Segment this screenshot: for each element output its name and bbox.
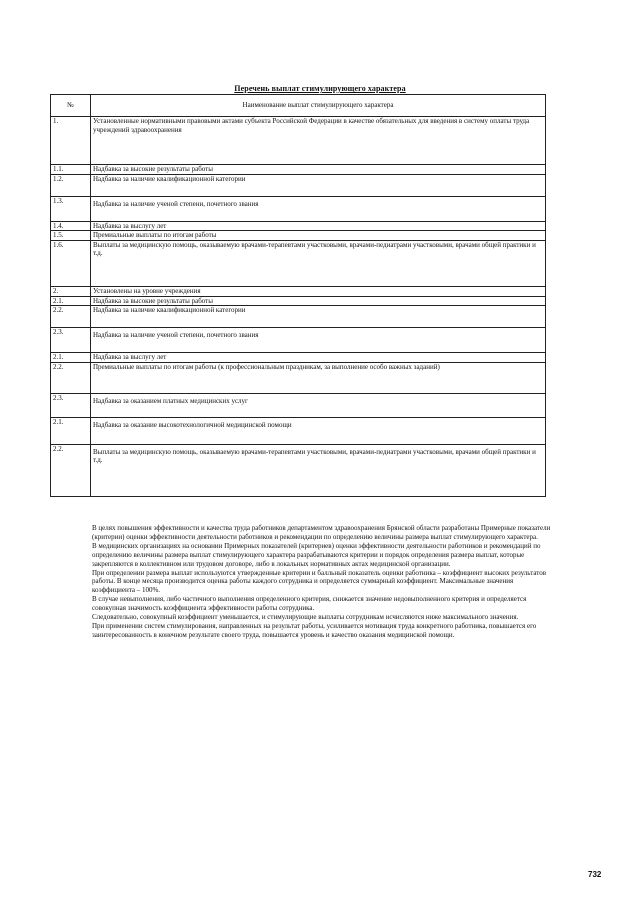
table-row [51,362,546,393]
table-row [51,117,546,165]
table-row [51,196,546,221]
table-row [51,393,546,417]
row-number: 2.1. [51,296,91,306]
row-text: Премиальные выплаты по итогам работы (к профессиональным праздникам, за выполнение особо важных заданий) [91,362,546,393]
row-text: Надбавка за выслугу лет [91,221,546,231]
row-number: 2.2. [51,306,91,328]
table-row [51,444,546,496]
row-number: 2. [51,286,91,296]
row-number: 1. [51,117,91,165]
row-number: 2.3. [51,328,91,353]
row-text: Надбавка за наличие ученой степени, почетного звания [91,328,546,353]
paragraph: В целях повышения эффективности и качества труда работников департаментом здравоохранения Брянской области разработаны Примерные показатели (критерии) оценки эффективности деятельности работников и рекомендации по определению величины размера выплат стимулирующего характера. [92,524,551,541]
paragraph: При определении размера выплат используются утвержденные критерии и балльный показатель оценки работника – коэффициент высоких результатов работы. В конце месяца производится оценка работы каждого сотрудника и определяется суммарный коэффициент. Максимальные значения коэффициента – 100%. [92,568,547,595]
row-text: Надбавка за оказанием платных медицинских услуг [91,393,546,417]
row-number: 1.1. [51,165,91,175]
paragraph: В медицинских организациях на основании Примерных показателей (критериев) оценки эффективности деятельности работников и рекомендаций по определению величины размера выплат стимулирующего характера разрабатываются критерии и порядок определения размера выплат, которые закрепляются в коллективном или трудовом договоре, либо в локальных нормативных актах медицинской организации. [92,541,541,568]
table-row [51,306,546,328]
row-text: Надбавка за наличие квалификационной категории [91,306,546,328]
table-row [51,221,546,231]
payments-table [50,94,546,497]
row-text: Надбавка за высокие результаты работы [91,165,546,175]
page-number: 732 [588,870,602,879]
paragraph: Следовательно, совокупный коэффициент уменьшается, и стимулирующие выплаты сотрудникам исчисляются ниже максимального значения. [92,613,519,622]
row-number: 1.5. [51,231,91,241]
row-text: Надбавка за наличие ученой степени, почетного звания [91,196,546,221]
table-row [51,240,546,286]
row-text: Выплаты за медицинскую помощь, оказываемую врачами-терапевтами участковыми, врачами-педиатрами участковыми, врачами общей практики и т.д. [91,240,546,286]
paragraph: В случае невыполнения, либо частичного выполнения определенного критерия, снижается значение недовыполненного критерия и определяется совокупная значимость коэффициента эффективности работы сотрудника. [92,595,527,613]
row-number: 2.2. [51,444,91,496]
body-text [92,524,552,640]
row-text: Установлены на уровне учреждения [91,286,546,296]
row-text: Надбавка за оказание высокотехнологичной медицинской помощи [91,417,546,444]
row-text: Установленные нормативными правовыми актами субъекта Российской Федерации в качестве обязательных для введения в систему оплаты труда учреждений здравоохранения [91,117,546,165]
row-number: 2.3. [51,393,91,417]
column-header-name: Наименование выплат стимулирующего характера [91,95,546,117]
table-header-row [51,95,546,117]
row-text: Надбавка за выслугу лет [91,353,546,363]
row-number: 1.3. [51,196,91,221]
table-row [51,174,546,196]
table-row [51,353,546,363]
row-number: 2.2. [51,362,91,393]
table-row [51,231,546,241]
row-text: Надбавка за высокие результаты работы [91,296,546,306]
row-number: 1.4. [51,221,91,231]
row-number: 1.6. [51,240,91,286]
table-row [51,286,546,296]
row-number: 1.2. [51,174,91,196]
row-text: Премиальные выплаты по итогам работы [91,231,546,241]
column-header-number: № [51,95,91,117]
row-number: 2.1. [51,417,91,444]
row-text: Надбавка за наличие квалификационной категории [91,174,546,196]
table-row [51,328,546,353]
row-text: Выплаты за медицинскую помощь, оказываемую врачами-терапевтами участковыми, врачами-педиатрами участковыми, врачами общей практики и т.д. [91,444,546,496]
table-row [51,296,546,306]
page-title: Перечень выплат стимулирующего характера [234,84,406,93]
row-number: 2.1. [51,353,91,363]
paragraph: При применении систем стимулирования, направленных на результат работы, усиливается мотивация труда конкретного работника, повышается его заинтересованность в конечном результате своего труда, повышается уровень и качество оказания медицинской помощи. [92,621,537,639]
table-row [51,165,546,175]
table-row [51,417,546,444]
